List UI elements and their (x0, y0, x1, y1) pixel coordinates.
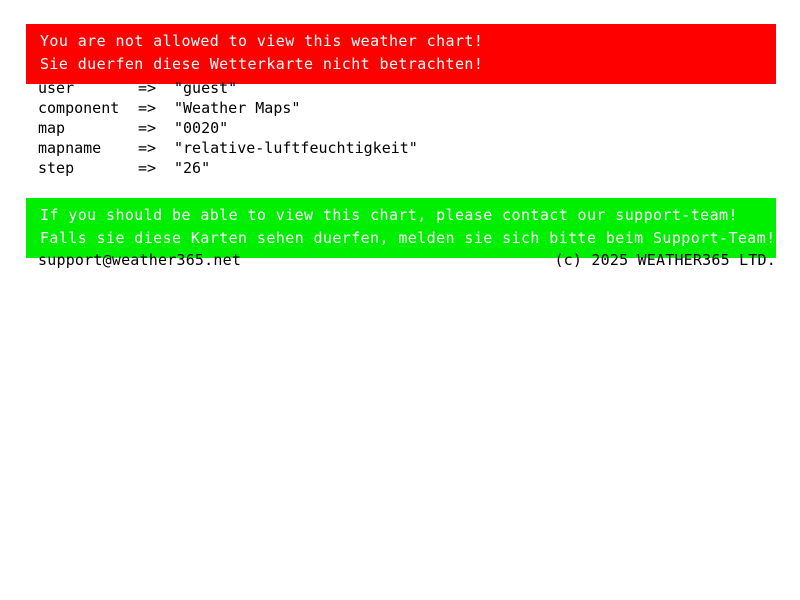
support-banner-line-de: Falls sie diese Karten sehen duerfen, melden sie sich bitte beim Support-Team! (40, 229, 776, 247)
error-banner (26, 24, 776, 84)
parameter-arrow: => (138, 159, 157, 177)
support-email-link[interactable]: support@weather365.net (38, 251, 242, 269)
parameter-key: step (38, 159, 75, 177)
parameter-value: "0020" (174, 119, 229, 137)
parameter-value: "Weather Maps" (174, 99, 301, 117)
copyright-text: (c) 2025 WEATHER365 LTD. (554, 251, 776, 269)
error-banner-line-en: You are not allowed to view this weather chart! (40, 32, 484, 50)
parameter-value: "relative-luftfeuchtigkeit" (174, 139, 418, 157)
parameter-value: "guest" (174, 79, 238, 97)
parameter-row-step (38, 158, 418, 178)
parameter-arrow: => (138, 119, 157, 137)
parameter-key: mapname (38, 139, 102, 157)
parameter-arrow: => (138, 79, 157, 97)
parameter-list (38, 78, 418, 178)
parameter-key: user (38, 79, 75, 97)
parameter-key: map (38, 119, 66, 137)
footer (38, 250, 776, 270)
parameter-row-map (38, 118, 418, 138)
parameter-key: component (38, 99, 120, 117)
error-banner-line-de: Sie duerfen diese Wetterkarte nicht betrachten! (40, 55, 484, 73)
parameter-arrow: => (138, 99, 157, 117)
support-banner-line-en: If you should be able to view this chart, please contact our support-team! (40, 206, 738, 224)
parameter-row-component (38, 98, 418, 118)
parameter-arrow: => (138, 139, 157, 157)
parameter-value: "26" (174, 159, 211, 177)
support-banner (26, 198, 776, 258)
parameter-row-mapname (38, 138, 418, 158)
parameter-row-user (38, 78, 418, 98)
